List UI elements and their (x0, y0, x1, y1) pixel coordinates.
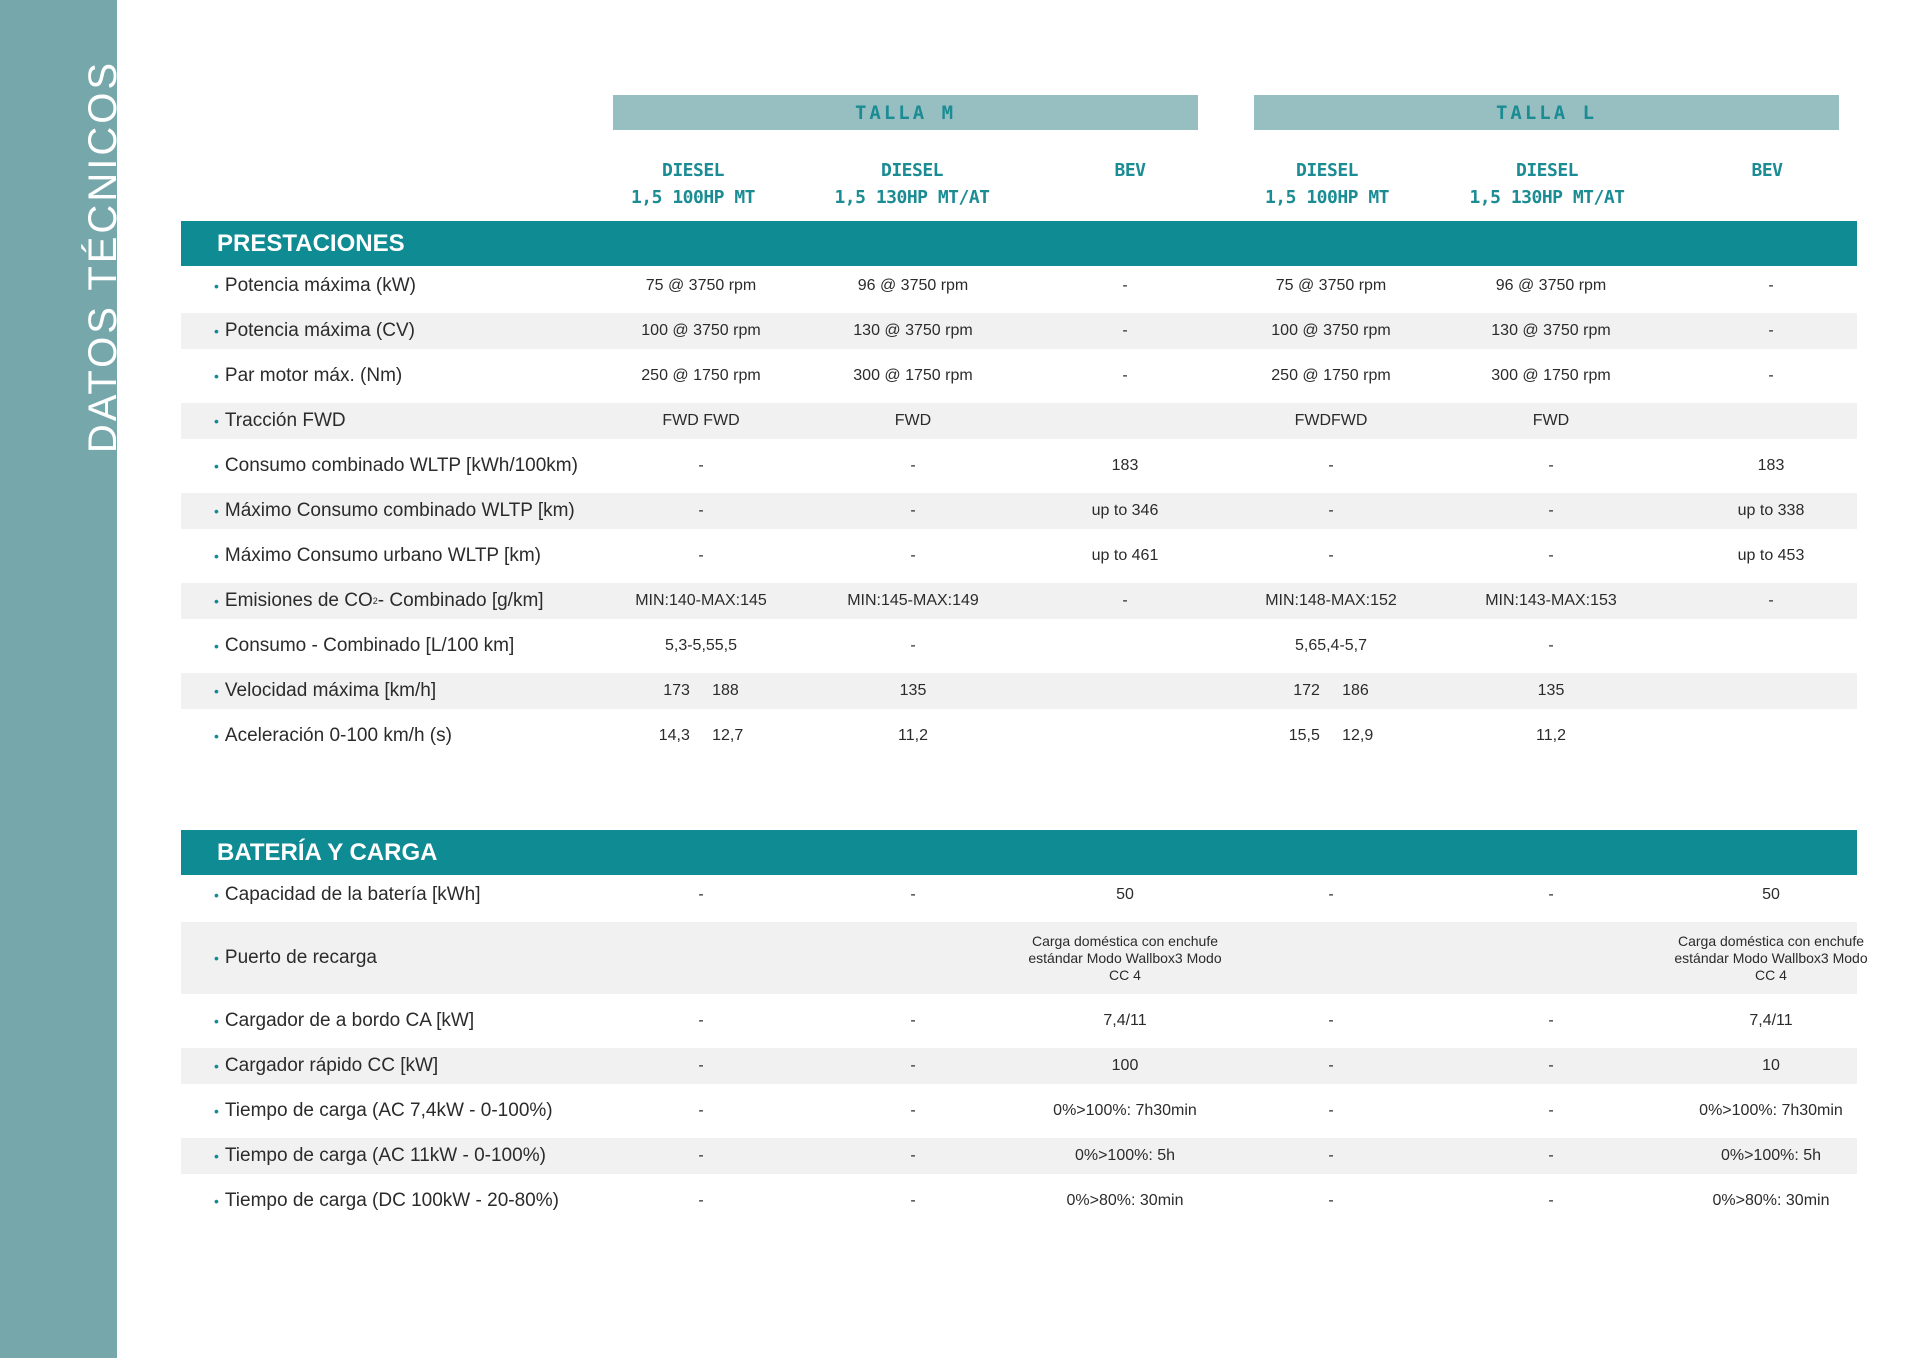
table-row (181, 1183, 1857, 1219)
table-cell: - (1548, 502, 1554, 519)
table-cell: 75 @ 3750 rpm (1275, 277, 1387, 294)
row-label (214, 1048, 438, 1084)
table-cell: - (910, 502, 916, 519)
row-label-text: Emisiones de CO (224, 590, 373, 611)
bullet-icon: • (214, 1103, 219, 1119)
table-cell: - (1548, 1012, 1554, 1029)
table-cell: - (1548, 637, 1554, 654)
table-cell: - (910, 1147, 916, 1164)
row-label-text: - Combinado [g/km] (377, 590, 544, 611)
table-cell: - (698, 1147, 704, 1164)
table-cell: 100 @ 3750 rpm (1271, 322, 1391, 339)
column-header-line1: DIESEL (880, 160, 944, 181)
table-cell: - (910, 1057, 916, 1074)
table-cell: - (1548, 886, 1554, 903)
column-header-line2: 1,5 100HP MT (1264, 187, 1390, 208)
column-header (807, 157, 1017, 211)
table-row (181, 1003, 1857, 1039)
table-cell: 15,5 12,9 (1288, 727, 1374, 744)
column-header (1222, 157, 1432, 211)
table-cell (1661, 718, 1881, 754)
table-cell: 100 @ 3750 rpm (641, 322, 761, 339)
column-header-line1: DIESEL (1515, 160, 1579, 181)
table-cell: - (910, 1012, 916, 1029)
table-cell: 0%>100%: 7h30min (1699, 1102, 1843, 1119)
table-row (181, 448, 1857, 484)
column-header-line2: 1,5 130HP MT/AT (1469, 187, 1625, 208)
table-cell (1015, 718, 1235, 754)
row-label-text: Tiempo de carga (AC 11kW - 0-100%) (224, 1145, 546, 1166)
column-header-line1: DIESEL (1295, 160, 1359, 181)
table-cell: - (1548, 1147, 1554, 1164)
table-cell: - (1328, 1057, 1334, 1074)
table-cell: - (698, 1012, 704, 1029)
row-label (214, 403, 346, 439)
column-header-line1: BEV (1751, 160, 1783, 181)
group-header-talla-l: TALLA L (1254, 95, 1839, 130)
column-header-line2: 1,5 100HP MT (630, 187, 756, 208)
table-row (181, 628, 1857, 664)
row-label-text: Cargador de a bordo CA [kW] (224, 1010, 475, 1031)
section-header-prestaciones: PRESTACIONES (181, 221, 1857, 266)
bullet-icon: • (214, 548, 219, 564)
column-header (1662, 157, 1872, 184)
table-cell: - (1548, 1102, 1554, 1119)
table-row (181, 1138, 1857, 1174)
table-cell: 10 (1762, 1057, 1780, 1074)
bullet-icon: • (214, 458, 219, 474)
table-cell: FWDFWD (1294, 412, 1368, 429)
bullet-icon: • (214, 1013, 219, 1029)
table-row (181, 493, 1857, 529)
table-cell (1661, 673, 1881, 709)
table-cell: MIN:145-MAX:149 (847, 592, 979, 609)
table-cell (1661, 628, 1881, 664)
table-cell: 50 (1762, 886, 1780, 903)
bullet-icon: • (214, 278, 219, 294)
table-cell: - (698, 502, 704, 519)
table-cell: - (1122, 367, 1128, 384)
table-cell: 11,2 (1536, 727, 1566, 744)
table-cell: - (698, 1102, 704, 1119)
table-cell: - (910, 457, 916, 474)
table-cell: 0%>80%: 30min (1066, 1192, 1184, 1209)
table-cell: 0%>80%: 30min (1712, 1192, 1830, 1209)
column-header (588, 157, 798, 211)
table-cell: - (910, 886, 916, 903)
table-cell: 250 @ 1750 rpm (641, 367, 761, 384)
table-cell: up to 346 (1091, 502, 1159, 519)
row-label-text: Máximo Consumo urbano WLTP [km) (224, 545, 541, 566)
table-cell: - (1328, 1192, 1334, 1209)
bullet-icon: • (214, 368, 219, 384)
table-row (181, 538, 1857, 574)
table-cell: - (1328, 1102, 1334, 1119)
table-row (181, 673, 1857, 709)
table-cell: up to 338 (1737, 502, 1805, 519)
row-label (214, 1138, 546, 1174)
table-row (181, 1048, 1857, 1084)
table-cell: 183 (1111, 457, 1139, 474)
table-cell: - (910, 637, 916, 654)
table-cell: up to 461 (1091, 547, 1159, 564)
row-label-text: Tiempo de carga (AC 7,4kW - 0-100%) (224, 1100, 553, 1121)
sidebar-title: DATOS TÉCNICOS (81, 60, 125, 454)
table-cell: - (1328, 502, 1334, 519)
table-row (181, 313, 1857, 349)
table-cell: 0%>100%: 7h30min (1053, 1102, 1197, 1119)
row-label (214, 1183, 559, 1219)
table-cell: - (1768, 592, 1774, 609)
group-header-talla-m: TALLA M (613, 95, 1198, 130)
row-label (214, 1093, 553, 1129)
row-label (214, 268, 416, 304)
table-row (181, 922, 1868, 994)
table-cell: - (1122, 277, 1128, 294)
bullet-icon: • (214, 593, 219, 609)
table-cell: 96 @ 3750 rpm (1495, 277, 1607, 294)
table-cell: FWD (1532, 412, 1570, 429)
column-header (1442, 157, 1652, 211)
bullet-icon: • (214, 323, 219, 339)
bullet-icon: • (214, 950, 219, 966)
table-cell: 300 @ 1750 rpm (853, 367, 973, 384)
table-row (181, 583, 1857, 619)
column-header (1025, 157, 1235, 184)
row-label-text: Potencia máxima (CV) (224, 320, 415, 341)
row-label-text: Capacidad de la batería [kWh] (224, 884, 481, 905)
table-cell: 7,4/11 (1749, 1012, 1793, 1029)
table-cell: 0%>100%: 5h (1720, 1147, 1822, 1164)
table-cell: 7,4/11 (1103, 1012, 1147, 1029)
table-cell: - (1328, 547, 1334, 564)
table-cell: 50 (1116, 886, 1134, 903)
table-row (181, 358, 1857, 394)
table-cell: FWD FWD (662, 412, 740, 429)
bullet-icon: • (214, 887, 219, 903)
row-label (214, 493, 575, 529)
table-cell (803, 922, 1023, 994)
row-label-text: Potencia máxima (kW) (224, 275, 417, 296)
table-cell: 5,65,4-5,7 (1294, 637, 1368, 654)
table-cell: - (1768, 367, 1774, 384)
bullet-icon: • (214, 503, 219, 519)
table-cell (1015, 403, 1235, 439)
table-cell: - (1122, 322, 1128, 339)
row-label (214, 718, 452, 754)
row-label (214, 1003, 474, 1039)
table-cell: MIN:143-MAX:153 (1485, 592, 1617, 609)
bullet-icon: • (214, 683, 219, 699)
table-cell: - (1768, 322, 1774, 339)
bullet-icon: • (214, 1058, 219, 1074)
table-cell (1661, 403, 1881, 439)
row-label (214, 313, 415, 349)
table-cell: 135 (1537, 682, 1565, 699)
table-cell (1441, 922, 1661, 994)
column-header-line1: BEV (1114, 160, 1146, 181)
table-cell: MIN:148-MAX:152 (1265, 592, 1397, 609)
table-cell: 173 188 (663, 682, 739, 699)
table-cell: up to 453 (1737, 547, 1805, 564)
table-cell: - (698, 547, 704, 564)
table-row (181, 718, 1857, 754)
table-cell: Carga doméstica con enchufe estándar Modo Wallbox3 Modo CC 4 (1028, 932, 1222, 983)
row-label (214, 922, 377, 994)
table-cell: 135 (899, 682, 927, 699)
row-label (214, 628, 514, 664)
row-label-text: Par motor máx. (Nm) (224, 365, 403, 386)
row-label-text: Tracción FWD (224, 410, 346, 431)
table-cell: 100 (1111, 1057, 1139, 1074)
bullet-icon: • (214, 1148, 219, 1164)
table-cell: - (1122, 592, 1128, 609)
table-cell: - (698, 457, 704, 474)
bullet-icon: • (214, 728, 219, 744)
row-label-text: Consumo combinado WLTP [kWh/100km) (224, 455, 578, 476)
row-label-text: Aceleración 0-100 km/h (s) (224, 725, 452, 746)
row-label-text: Cargador rápido CC [kW] (224, 1055, 439, 1076)
table-cell: 300 @ 1750 rpm (1491, 367, 1611, 384)
table-cell: 14,3 12,7 (658, 727, 744, 744)
row-label-text: Tiempo de carga (DC 100kW - 20-80%) (224, 1190, 559, 1211)
table-cell: - (1548, 457, 1554, 474)
table-cell: 183 (1757, 457, 1785, 474)
column-header-line2: 1,5 130HP MT/AT (834, 187, 990, 208)
table-cell: - (698, 1057, 704, 1074)
table-cell: - (910, 1102, 916, 1119)
row-label (214, 448, 578, 484)
table-cell: - (1548, 1192, 1554, 1209)
table-cell: - (1328, 457, 1334, 474)
bullet-icon: • (214, 413, 219, 429)
row-label (214, 583, 544, 619)
table-cell (1015, 628, 1235, 664)
table-cell: - (1328, 1012, 1334, 1029)
table-cell: 250 @ 1750 rpm (1271, 367, 1391, 384)
table-cell: - (1548, 547, 1554, 564)
sidebar (0, 0, 125, 1358)
table-cell: - (1328, 886, 1334, 903)
table-cell (1015, 673, 1235, 709)
column-header-line1: DIESEL (661, 160, 725, 181)
table-cell: 130 @ 3750 rpm (1491, 322, 1611, 339)
table-cell: - (1548, 1057, 1554, 1074)
table-cell: - (1768, 277, 1774, 294)
row-label (214, 358, 402, 394)
row-label-text: Puerto de recarga (224, 947, 377, 968)
table-cell: 11,2 (898, 727, 928, 744)
table-cell: 5,3-5,55,5 (664, 637, 738, 654)
bullet-icon: • (214, 638, 219, 654)
row-label-text: Máximo Consumo combinado WLTP [km) (224, 500, 575, 521)
row-label (214, 877, 481, 913)
table-cell (1221, 922, 1441, 994)
table-cell: - (910, 1192, 916, 1209)
table-cell: 172 186 (1293, 682, 1369, 699)
table-row (181, 877, 1857, 913)
section-header-bateria: BATERÍA Y CARGA (181, 830, 1857, 875)
table-row (181, 1093, 1857, 1129)
row-label (214, 673, 436, 709)
table-cell: - (910, 547, 916, 564)
table-row (181, 403, 1857, 439)
table-cell: FWD (894, 412, 932, 429)
table-cell: - (1328, 1147, 1334, 1164)
table-cell: 75 @ 3750 rpm (645, 277, 757, 294)
row-label-text: Consumo - Combinado [L/100 km] (224, 635, 515, 656)
table-row (181, 268, 1857, 304)
row-label-subscript: 2 (372, 596, 378, 606)
table-cell: - (698, 886, 704, 903)
table-cell: 130 @ 3750 rpm (853, 322, 973, 339)
table-cell: MIN:140-MAX:145 (635, 592, 767, 609)
table-cell: - (698, 1192, 704, 1209)
table-cell: 96 @ 3750 rpm (857, 277, 969, 294)
bullet-icon: • (214, 1193, 219, 1209)
table-cell (591, 922, 811, 994)
row-label-text: Velocidad máxima [km/h] (224, 680, 437, 701)
table-cell: Carga doméstica con enchufe estándar Modo Wallbox3 Modo CC 4 (1674, 932, 1868, 983)
row-label (214, 538, 541, 574)
table-cell: 0%>100%: 5h (1074, 1147, 1176, 1164)
